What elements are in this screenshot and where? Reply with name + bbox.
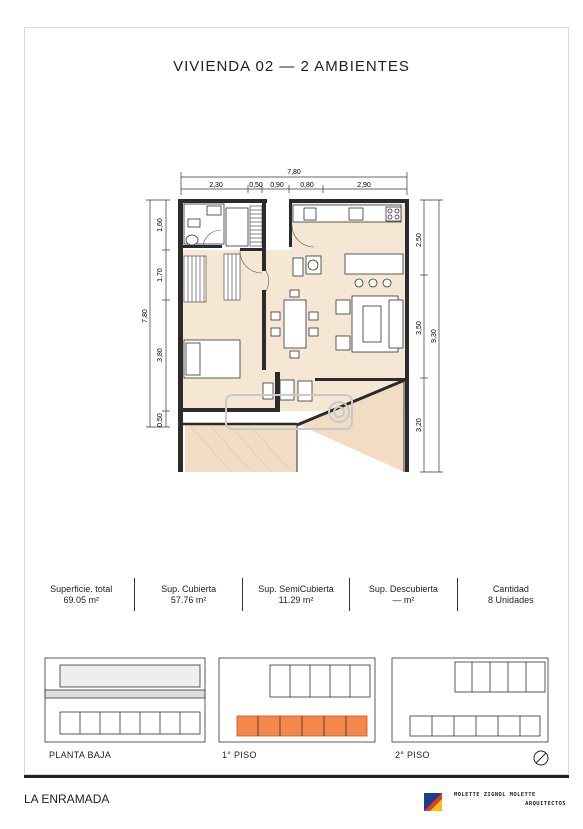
stat-value: — m² (392, 594, 415, 605)
right-dim-1: 2,50 (416, 233, 423, 247)
floor-label-primer-piso: 1° PISO (222, 750, 257, 760)
stat-label: Sup. Cubierta (161, 583, 217, 594)
top-dim-3: 0,90 (270, 182, 284, 189)
stat-total (28, 578, 135, 611)
floor-label-segundo-piso: 2° PISO (395, 750, 430, 760)
page-title: VIVIENDA 02 — 2 AMBIENTES (173, 58, 410, 75)
stat-cantidad (458, 578, 564, 611)
right-dim-3: 3,20 (416, 418, 423, 432)
stat-label: Superficie. total (50, 583, 113, 594)
left-total-dim: 7,80 (142, 309, 149, 323)
bottom-rule (24, 775, 569, 778)
floor-label-planta-baja: PLANTA BAJA (49, 750, 112, 760)
balcony-left (185, 424, 297, 472)
balcony-chairs (263, 380, 312, 401)
stat-label: Sup. SemiCubierta (258, 583, 334, 594)
top-dim-4: 0,80 (300, 182, 314, 189)
stat-value: 8 Unidades (488, 594, 534, 605)
top-dim-5: 2,90 (357, 182, 371, 189)
right-dim-2: 3,50 (416, 321, 423, 335)
architect-credit-line1: MOLETTE ZIGNOL MOLETTE (454, 792, 536, 798)
top-dim-1: 2,30 (209, 182, 223, 189)
left-dimension-lines (146, 200, 170, 427)
architect-credit (454, 791, 566, 809)
mini-plan-planta-baja (45, 658, 205, 742)
bed (184, 340, 240, 378)
surface-stats (28, 578, 564, 611)
right-total-dim: 9,30 (431, 329, 438, 343)
top-total-dim: 7,80 (287, 169, 301, 176)
left-dim-1: 1,60 (157, 218, 164, 232)
bathroom (184, 204, 248, 246)
architect-logo-icon (424, 793, 442, 811)
top-dim-2: 0,50 (249, 182, 263, 189)
stat-value: 69.05 m² (63, 594, 99, 605)
project-name: LA ENRAMADA (24, 792, 110, 806)
stat-value: 11.29 m² (278, 594, 314, 605)
stat-semicubierta (243, 578, 350, 611)
mini-plan-segundo-piso (392, 658, 548, 742)
stat-value: 57.76 m² (170, 594, 207, 605)
stat-label: Cantidad (492, 583, 529, 594)
architect-credit-line2: ARQUITECTOS (525, 801, 566, 807)
stat-descubierta (350, 578, 457, 611)
mini-plan-primer-piso (219, 658, 375, 742)
north-arrow-icon (534, 751, 548, 765)
left-dim-3: 3,80 (157, 348, 164, 362)
stat-label: Sup. Descubierta (368, 583, 438, 594)
left-dim-2: 1,70 (157, 268, 164, 282)
left-dim-4: 0,50 (157, 413, 164, 427)
stat-cubierta (135, 578, 242, 611)
